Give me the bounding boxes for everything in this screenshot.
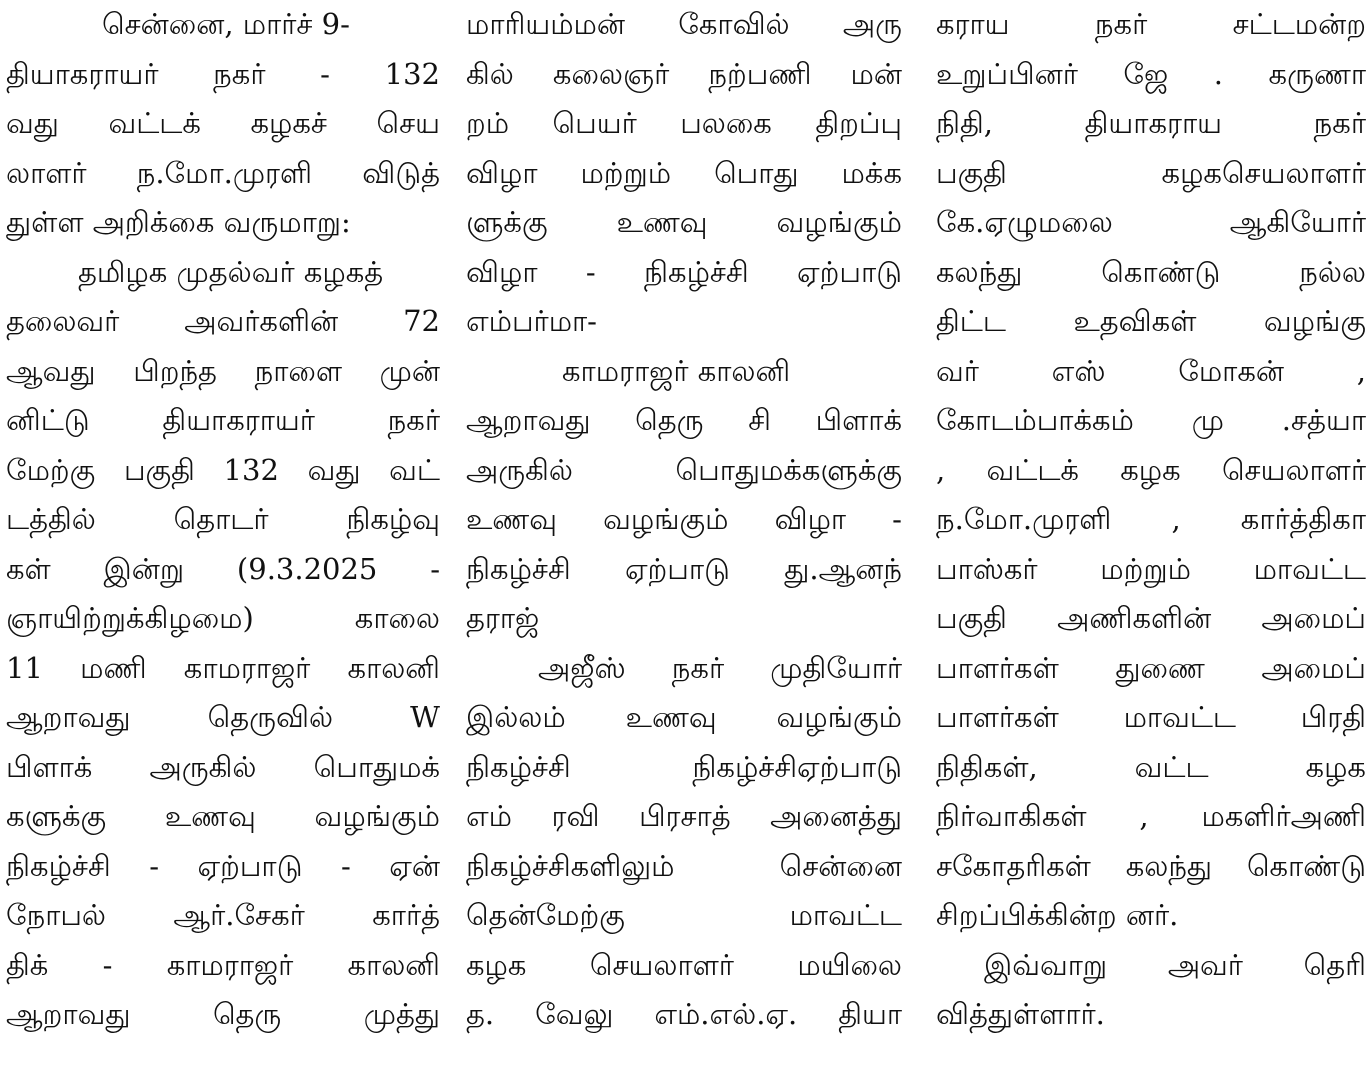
article-line: நிகழ்ச்சி - ஏற்பாடு - ஏன் (6, 848, 440, 883)
article-line: த. வேலு எம்.எல்.ஏ. தியா (466, 997, 902, 1031)
article-line: ஆறாவது தெரு சி பிளாக் (466, 403, 902, 437)
article-line: கள் இன்று (9.3.2025 - (6, 551, 440, 586)
article-line: உறுப்பினர் ஜே . கருணா (936, 56, 1366, 91)
article-line: நிதி, தியாகராய நகர் (936, 106, 1366, 140)
article-line: காமராஜர் காலனி (562, 353, 791, 388)
article-line: விழா - நிகழ்ச்சி ஏற்பாடு (466, 254, 902, 289)
article-line: பிளாக் அருகில் பொதுமக் (6, 749, 440, 784)
article-line: தென்மேற்கு மாவட்ட (466, 898, 902, 932)
article-line: கராய நகர் சட்டமன்ற (936, 7, 1366, 41)
article-line: மாரியம்மன் கோவில் அரு (466, 7, 902, 41)
article-line: ளுக்கு உணவு வழங்கும் (466, 205, 902, 239)
article-line: பகுதி கழகசெயலாளர் (936, 155, 1366, 190)
article-line: திட்ட உதவிகள் வழங்கு (936, 304, 1366, 338)
article-line: வித்துள்ளார். (936, 997, 1105, 1031)
article-line: ந.மோ.முரளி , கார்த்திகா (936, 502, 1366, 536)
article-line: தலைவர் அவர்களின் 72 (6, 304, 440, 338)
article-line: உணவு வழங்கும் விழா - (466, 502, 902, 536)
article-line: றம் பெயர் பலகை திறப்பு (466, 106, 902, 140)
article-line: ஆறாவது தெரு முத்து (6, 997, 440, 1031)
article-line: கில் கலைஞர் நற்பணி மன் (466, 56, 902, 91)
article-line: னிட்டு தியாகராயர் நகர் (6, 403, 440, 437)
article-line: நிர்வாகிகள் , மகளிர்அணி (936, 799, 1366, 833)
article-line: ஆறாவது தெருவில் W (6, 700, 440, 734)
article-line: பகுதி அணிகளின் அமைப் (936, 601, 1366, 635)
article-line: சிறப்பிக்கின்ற னர். (936, 898, 1179, 932)
article-column-3 (936, 0, 1366, 1040)
article-line: கழக செயலாளர் மயிலை (466, 947, 902, 982)
article-line: சென்னை, மார்ச் 9- (102, 7, 350, 41)
article-column-2 (466, 0, 902, 1040)
article-line: கே.ஏழுமலை ஆகியோர் (936, 205, 1366, 239)
article-line: நோபல் ஆர்.சேகர் கார்த் (6, 898, 440, 932)
article-line: நிகழ்ச்சி நிகழ்ச்சிஏற்பாடு (466, 749, 902, 784)
article-line: விழா மற்றும் பொது மக்க (466, 155, 902, 190)
article-line: கலந்து கொண்டு நல்ல (936, 254, 1366, 289)
article-line: பாளர்கள் துணை அமைப் (936, 650, 1366, 685)
article-line: நிகழ்ச்சி ஏற்பாடு து.ஆனந் (466, 551, 902, 586)
article-line: இல்லம் உணவு வழங்கும் (466, 700, 902, 734)
article-line: பாளர்கள் மாவட்ட பிரதி (936, 700, 1366, 734)
article-line: மேற்கு பகுதி 132 வது வட் (6, 452, 440, 487)
article-line: எம் ரவி பிரசாத் அனைத்து (466, 799, 902, 833)
article-line: எம்பர்மா- (466, 304, 597, 338)
article-line: வது வட்டக் கழகச் செய (6, 106, 440, 140)
article-line: தமிழக முதல்வர் கழகத் (78, 254, 384, 289)
article-line: , வட்டக் கழக செயலாளர் (936, 452, 1366, 487)
article-line: ஞாயிற்றுக்கிழமை) காலை (6, 601, 440, 635)
article-line: நிதிகள், வட்ட கழக (936, 749, 1366, 784)
article-column-1 (6, 0, 440, 1040)
article-line: அருகில் பொதுமக்களுக்கு (466, 452, 902, 487)
article-line: சகோதரிகள் கலந்து கொண்டு (936, 848, 1366, 883)
article-line: அஜீஸ் நகர் முதியோர் (538, 650, 902, 685)
article-line: லாளர் ந.மோ.முரளி விடுத் (6, 155, 440, 190)
article-line: தியாகராயர் நகர் - 132 (6, 56, 440, 91)
article-line: ஆவது பிறந்த நாளை முன் (6, 353, 440, 388)
article-line: இவ்வாறு அவர் தெரி (984, 947, 1366, 982)
article-line: கோடம்பாக்கம் மு .சத்யா (936, 403, 1366, 437)
article-line: நிகழ்ச்சிகளிலும் சென்னை (466, 848, 902, 883)
article-line: திக் - காமராஜர் காலனி (6, 947, 440, 982)
article-line: பாஸ்கர் மற்றும் மாவட்ட (936, 551, 1366, 586)
article-line: வர் எஸ் மோகன் , (936, 353, 1366, 388)
article-line: 11 மணி காமராஜர் காலனி (6, 650, 440, 685)
article-line: தராஜ் (466, 601, 540, 635)
article-line: துள்ள அறிக்கை வருமாறு: (6, 205, 351, 239)
article-line: களுக்கு உணவு வழங்கும் (6, 799, 440, 833)
article-line: டத்தில் தொடர் நிகழ்வு (6, 502, 440, 536)
